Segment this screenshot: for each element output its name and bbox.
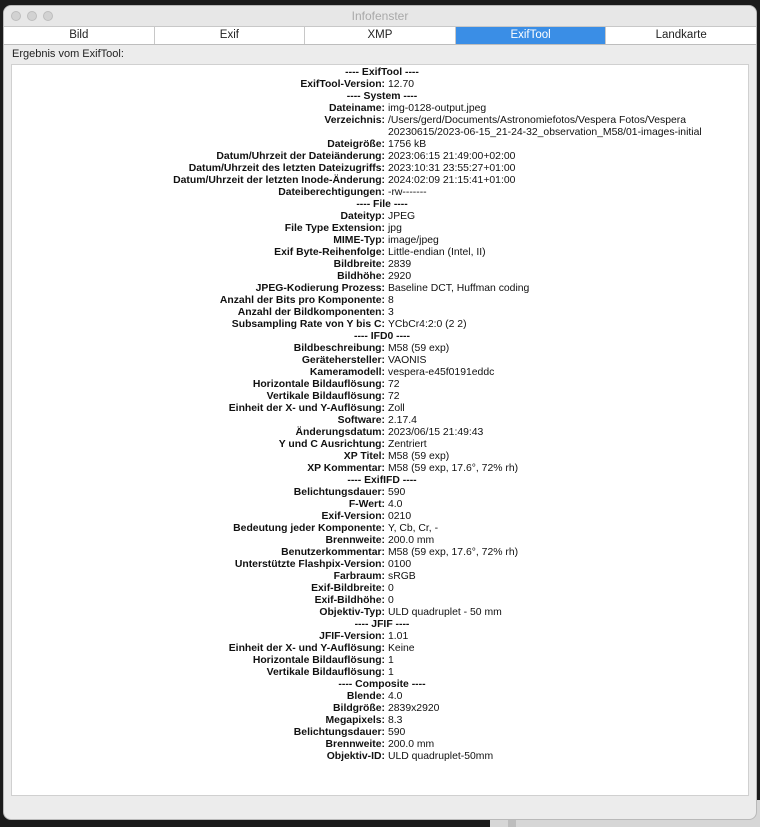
window-title: Infofenster <box>351 9 409 23</box>
metadata-key: Anzahl der Bits pro Komponente: <box>219 295 385 306</box>
metadata-row <box>12 379 748 391</box>
metadata-row <box>12 559 748 571</box>
metadata-value: 0210 <box>388 511 412 522</box>
metadata-value: Keine <box>388 643 415 654</box>
section-header <box>12 679 748 691</box>
tab-bild[interactable]: Bild <box>4 27 155 44</box>
metadata-value: M58 (59 exp, 17.6°, 72% rh) <box>388 547 519 558</box>
metadata-row <box>12 523 748 535</box>
metadata-row <box>12 535 748 547</box>
metadata-key: XP Titel: <box>343 451 385 462</box>
metadata-value: 2839x2920 <box>388 703 440 714</box>
metadata-value: 3 <box>388 307 394 318</box>
metadata-key: Einheit der X- und Y-Auflösung: <box>228 403 385 414</box>
metadata-row <box>12 283 748 295</box>
metadata-value: 1756 kB <box>388 139 427 150</box>
metadata-row <box>12 511 748 523</box>
metadata-key: JPEG-Kodierung Prozess: <box>255 283 385 294</box>
metadata-value: 4.0 <box>388 499 403 510</box>
metadata-row <box>12 307 748 319</box>
metadata-value: VAONIS <box>388 355 427 366</box>
metadata-row <box>12 259 748 271</box>
section-title: ---- File ---- <box>356 199 408 210</box>
section-header <box>12 475 748 487</box>
info-window <box>3 5 757 820</box>
metadata-key: Bildgröße: <box>333 703 385 714</box>
metadata-key: Exif-Bildhöhe: <box>314 595 385 606</box>
metadata-key: Dateiberechtigungen: <box>278 187 385 198</box>
metadata-value: 2839 <box>388 259 412 270</box>
metadata-key: Farbraum: <box>333 571 385 582</box>
section-title: ---- Composite ---- <box>338 679 426 690</box>
metadata-value: JPEG <box>388 211 416 222</box>
metadata-row <box>12 463 748 475</box>
metadata-row <box>12 727 748 739</box>
metadata-value: 2920 <box>388 271 412 282</box>
metadata-key: Subsampling Rate von Y bis C: <box>231 319 385 330</box>
section-title: ---- ExifTool ---- <box>345 67 419 78</box>
metadata-key: Exif-Version: <box>321 511 385 522</box>
metadata-key: Objektiv-Typ: <box>319 607 385 618</box>
metadata-row <box>12 451 748 463</box>
metadata-value: Y, Cb, Cr, - <box>388 523 439 534</box>
tab-exiftool[interactable]: ExifTool <box>456 27 607 44</box>
metadata-value: 4.0 <box>388 691 403 702</box>
metadata-key: Kameramodell: <box>309 367 385 378</box>
metadata-row <box>12 655 748 667</box>
metadata-key: Belichtungsdauer: <box>293 727 385 738</box>
metadata-row <box>12 607 748 619</box>
metadata-key: MIME-Typ: <box>333 235 385 246</box>
metadata-row <box>12 691 748 703</box>
metadata-key: F-Wert: <box>348 499 385 510</box>
tab-landkarte[interactable]: Landkarte <box>655 29 707 41</box>
metadata-key: ExifTool-Version: <box>300 79 385 90</box>
metadata-value: M58 (59 exp, 17.6°, 72% rh) <box>388 463 519 474</box>
metadata-key: XP Kommentar: <box>307 463 385 474</box>
metadata-key: Objektiv-ID: <box>326 751 385 762</box>
metadata-value: Baseline DCT, Huffman coding <box>388 283 530 294</box>
metadata-value: 2023:10:31 23:55:27+01:00 <box>388 163 516 174</box>
metadata-value: sRGB <box>388 571 416 582</box>
metadata-row <box>12 355 748 367</box>
metadata-value: jpg <box>388 223 402 234</box>
metadata-key: Exif-Bildbreite: <box>311 583 385 594</box>
metadata-key: Verzeichnis: <box>324 115 385 126</box>
metadata-key: Brennweite: <box>325 535 385 546</box>
metadata-value: Little-endian (Intel, II) <box>388 247 486 258</box>
metadata-key: Datum/Uhrzeit der letzten Inode-Änderung: <box>173 175 385 186</box>
metadata-key: File Type Extension: <box>284 223 385 234</box>
metadata-value: 72 <box>388 379 400 390</box>
metadata-key: Dateigröße: <box>327 139 385 150</box>
metadata-row <box>12 163 748 175</box>
metadata-key: Y und C Ausrichtung: <box>278 439 385 450</box>
metadata-value: 2023/06/15 21:49:43 <box>388 427 484 438</box>
section-header <box>12 331 748 343</box>
metadata-row <box>12 439 748 451</box>
metadata-value: image/jpeg <box>388 235 439 246</box>
metadata-value: 200.0 mm <box>388 739 435 750</box>
metadata-key: Datum/Uhrzeit des letzten Dateizugriffs: <box>188 163 385 174</box>
result-rows <box>12 67 748 763</box>
metadata-row <box>12 595 748 607</box>
result-label: Ergebnis vom ExifTool: <box>12 48 124 60</box>
metadata-value: 0 <box>388 595 394 606</box>
metadata-value: 2024:02:09 21:15:41+01:00 <box>388 175 516 186</box>
title-bar[interactable] <box>4 6 756 26</box>
metadata-row <box>12 187 748 199</box>
metadata-value: Zoll <box>388 403 405 414</box>
section-header <box>12 199 748 211</box>
metadata-row <box>12 151 748 163</box>
metadata-row <box>12 295 748 307</box>
metadata-value: M58 (59 exp) <box>388 451 450 462</box>
metadata-value: 200.0 mm <box>388 535 435 546</box>
exiftool-result-panel[interactable] <box>11 64 749 796</box>
metadata-row <box>12 703 748 715</box>
metadata-row <box>12 115 748 127</box>
metadata-value: 0100 <box>388 559 412 570</box>
metadata-value: 590 <box>388 727 406 738</box>
metadata-row <box>12 547 748 559</box>
metadata-key: Benutzerkommentar: <box>281 547 385 558</box>
metadata-row <box>12 715 748 727</box>
metadata-key: Vertikale Bildauflösung: <box>266 391 385 402</box>
metadata-row <box>12 667 748 679</box>
metadata-key: Bedeutung jeder Komponente: <box>233 523 385 534</box>
metadata-key: Exif Byte-Reihenfolge: <box>274 247 385 258</box>
metadata-value: 20230615/2023-06-15_21-24-32_observation_M58/01-images-initial <box>388 127 702 138</box>
metadata-row <box>12 643 748 655</box>
metadata-row <box>12 631 748 643</box>
section-title: ---- System ---- <box>346 91 418 102</box>
metadata-row <box>12 211 748 223</box>
metadata-key: Bildbeschreibung: <box>293 343 385 354</box>
metadata-value: -rw------- <box>388 187 427 198</box>
metadata-row <box>12 271 748 283</box>
metadata-value: Zentriert <box>388 439 427 450</box>
section-title: ---- IFD0 ---- <box>354 331 410 342</box>
metadata-value: ULD quadruplet - 50 mm <box>388 607 502 618</box>
metadata-value: 1 <box>388 667 394 678</box>
metadata-key: Änderungsdatum: <box>295 427 385 438</box>
metadata-key: Megapixels: <box>325 715 385 726</box>
metadata-row <box>12 751 748 763</box>
metadata-value: 2023:06:15 21:49:00+02:00 <box>388 151 516 162</box>
metadata-value: 0 <box>388 583 394 594</box>
metadata-key: Horizontale Bildauflösung: <box>252 655 385 666</box>
metadata-key: Brennweite: <box>325 739 385 750</box>
metadata-row <box>12 391 748 403</box>
metadata-value: 8 <box>388 295 394 306</box>
metadata-value: 1.01 <box>388 631 409 642</box>
section-header <box>12 91 748 103</box>
metadata-row <box>12 499 748 511</box>
metadata-value: img-0128-output.jpeg <box>388 103 487 114</box>
metadata-key: Gerätehersteller: <box>301 355 385 366</box>
metadata-key: Einheit der X- und Y-Auflösung: <box>228 643 385 654</box>
metadata-key: Datum/Uhrzeit der Dateiänderung: <box>216 151 385 162</box>
metadata-row <box>12 343 748 355</box>
metadata-row <box>12 127 748 139</box>
tab-exif[interactable]: Exif <box>155 27 306 44</box>
metadata-row <box>12 427 748 439</box>
metadata-key: Dateityp: <box>340 211 385 222</box>
metadata-value: M58 (59 exp) <box>388 343 450 354</box>
metadata-row <box>12 583 748 595</box>
metadata-row <box>12 319 748 331</box>
tab-bar <box>4 26 756 45</box>
metadata-key: JFIF-Version: <box>319 631 385 642</box>
tab-xmp[interactable]: XMP <box>305 27 456 44</box>
metadata-row <box>12 139 748 151</box>
metadata-row <box>12 739 748 751</box>
metadata-key: Bildhöhe: <box>337 271 385 282</box>
metadata-key: Unterstützte Flashpix-Version: <box>234 559 385 570</box>
metadata-value: /Users/gerd/Documents/Astronomiefotos/Vespera Fotos/Vespera <box>388 115 687 126</box>
section-header <box>12 619 748 631</box>
metadata-value: 12.70 <box>388 79 415 90</box>
metadata-value: vespera-e45f0191eddc <box>388 367 495 378</box>
metadata-row <box>12 79 748 91</box>
metadata-row <box>12 571 748 583</box>
metadata-key: Horizontale Bildauflösung: <box>252 379 385 390</box>
metadata-key: Blende: <box>346 691 385 702</box>
metadata-value: YCbCr4:2:0 (2 2) <box>388 319 467 330</box>
metadata-row <box>12 367 748 379</box>
metadata-key: Bildbreite: <box>333 259 385 270</box>
section-title: ---- JFIF ---- <box>354 619 410 630</box>
metadata-value: 590 <box>388 487 406 498</box>
metadata-value: 1 <box>388 655 394 666</box>
metadata-row <box>12 487 748 499</box>
metadata-row <box>12 247 748 259</box>
metadata-key: Vertikale Bildauflösung: <box>266 667 385 678</box>
metadata-value: 2.17.4 <box>388 415 417 426</box>
metadata-row <box>12 175 748 187</box>
metadata-row <box>12 235 748 247</box>
metadata-value: ULD quadruplet-50mm <box>388 751 494 762</box>
metadata-row <box>12 103 748 115</box>
metadata-key: Software: <box>337 415 385 426</box>
metadata-row <box>12 403 748 415</box>
section-header <box>12 67 748 79</box>
metadata-value: 8.3 <box>388 715 403 726</box>
metadata-key: Dateiname: <box>328 103 385 114</box>
metadata-key: Belichtungsdauer: <box>293 487 385 498</box>
section-title: ---- ExifIFD ---- <box>347 475 417 486</box>
metadata-row <box>12 415 748 427</box>
metadata-value: 72 <box>388 391 400 402</box>
metadata-row <box>12 223 748 235</box>
metadata-key: Anzahl der Bildkomponenten: <box>237 307 385 318</box>
